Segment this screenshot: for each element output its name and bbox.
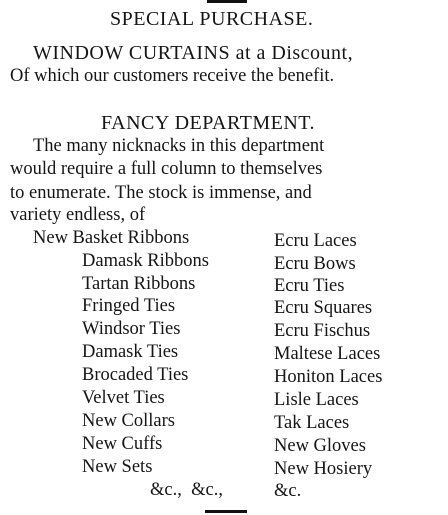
list-item-left-5: Windsor Ties [82,319,181,339]
list-item-left-11: New Sets [82,457,153,477]
list-item-left-1: New Basket Ribbons [33,228,190,248]
list-item-right-8: Lisle Laces [274,390,359,410]
paragraph-line-4: variety endless, of [10,205,146,225]
list-item-left-9: New Collars [82,411,175,431]
top-rule [207,0,247,3]
list-item-left-3: Tartan Ribbons [82,274,196,294]
list-item-left-2: Damask Ribbons [82,251,209,271]
list-item-left-8: Velvet Ties [82,388,165,408]
customers-benefit-line: Of which our customers receive the benefit. [10,66,335,86]
list-item-left-6: Damask Ties [82,342,179,362]
list-item-right-9: Tak Laces [274,413,350,433]
list-item-right-10: New Gloves [274,436,366,456]
fancy-department-heading: FANCY DEPARTMENT. [101,112,315,134]
paragraph-line-3: to enumerate. The stock is immense, and [10,183,312,203]
list-item-left-7: Brocaded Ties [82,365,189,385]
list-item-right-12: &c. [274,481,302,501]
paragraph-line-1: The many nicknacks in this department [33,136,325,156]
list-item-left-12: &c., &c., [150,480,223,500]
list-item-right-4: Ecru Squares [274,298,373,318]
list-item-right-6: Maltese Laces [274,344,381,364]
bottom-rule [205,510,247,513]
list-item-right-5: Ecru Fischus [274,321,371,341]
list-item-right-1: Ecru Laces [274,231,357,251]
list-item-right-3: Ecru Ties [274,276,345,296]
title-special-purchase: SPECIAL PURCHASE. [110,8,314,30]
list-item-left-4: Fringed Ties [82,296,176,316]
window-curtains-line: WINDOW CURTAINS at a Discount, [33,42,354,64]
list-item-left-10: New Cuffs [82,434,163,454]
paragraph-line-2: would require a full column to themselves [10,159,323,179]
list-item-right-2: Ecru Bows [274,254,356,274]
list-item-right-11: New Hosiery [274,459,373,479]
list-item-right-7: Honiton Laces [274,367,383,387]
